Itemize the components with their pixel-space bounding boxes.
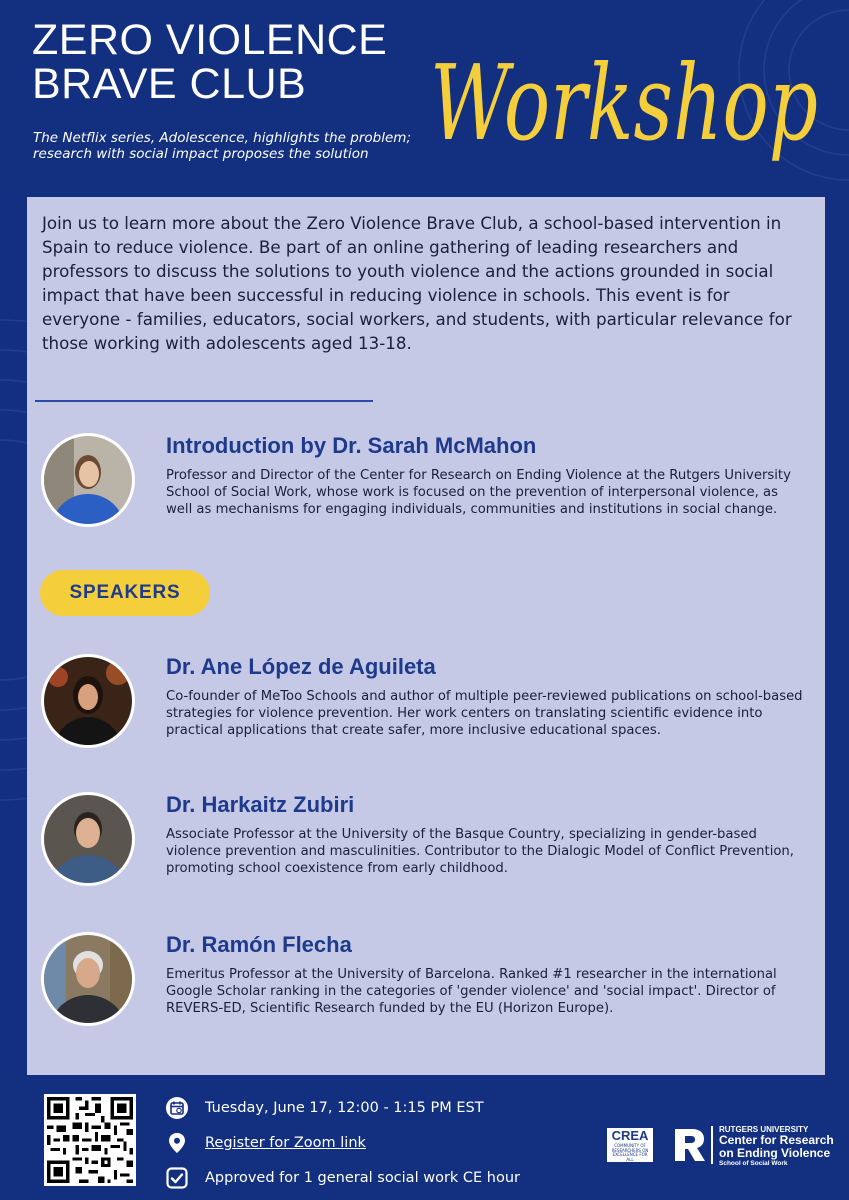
- portrait-photo-icon: [44, 436, 132, 524]
- portrait-photo-icon: [44, 795, 132, 883]
- register-zoom-link[interactable]: Register for Zoom link: [205, 1135, 366, 1151]
- speakers-badge: SPEAKERS: [40, 570, 210, 616]
- crea-name: CREA: [611, 1128, 649, 1143]
- rutgers-logo: [666, 1124, 836, 1168]
- crea-logo: [607, 1128, 653, 1162]
- speaker-name: Dr. Ane López de Aguileta: [166, 654, 436, 679]
- crea-tagline: COMMUNITY OF RESEARCHERS ON EXCELLENCE FOR ALL: [611, 1143, 649, 1162]
- checkbox-icon: [166, 1167, 188, 1189]
- ce-credit-row: [166, 1166, 520, 1190]
- speaker-name: Dr. Harkaitz Zubiri: [166, 792, 355, 817]
- title-line-2: BRAVE CLUB: [32, 60, 307, 108]
- workshop-word: Workshop: [430, 42, 818, 164]
- speaker-bio: Co-founder of MeToo Schools and author of multiple peer-reviewed publications on school-based strategies for violence prevention. Her work centers on translating scientific evidence into practical applications that create safer, more inclusive educational spaces.: [166, 689, 803, 738]
- portrait-photo-icon: [44, 935, 132, 1023]
- event-title: [32, 18, 387, 106]
- title-line-1: ZERO VIOLENCE: [32, 16, 388, 64]
- rutgers-center-name: [719, 1134, 834, 1160]
- rutgers-university-label: RUTGERS UNIVERSITY: [719, 1125, 809, 1134]
- portrait-photo-icon: [44, 657, 132, 745]
- location-pin-icon: [166, 1132, 188, 1154]
- rutgers-r-icon: [672, 1126, 708, 1164]
- rutgers-school-label: School of Social Work: [719, 1160, 788, 1167]
- ce-credit-text: Approved for 1 general social work CE hour: [205, 1170, 521, 1186]
- register-row: [166, 1131, 366, 1155]
- subtitle: The Netflix series, Adolescence, highlights the problem; research with social impact proposes the solution: [33, 130, 411, 162]
- intro-text: Join us to learn more about the Zero Violence Brave Club, a school-based intervention in Spain to reduce violence. Be part of an online gathering of leading researchers and professors to discuss the solutions to youth violence and the actions grounded in social impact that have been successful in reducing violence in schools. This event is for everyone - families, educators, social workers, and students, with particular relevance for those working with adolescents aged 13-18.: [42, 213, 792, 353]
- event-datetime: [166, 1096, 484, 1120]
- qr-code-icon: [44, 1094, 136, 1186]
- calendar-icon: [166, 1097, 188, 1119]
- introduction-bio: Professor and Director of the Center for Research on Ending Violence at the Rutgers University School of Social Work, whose work is focused on the prevention of interpersonal violence, as well as mechanisms for engaging individuals, communities and institutions in social change.: [166, 468, 791, 517]
- qr-code[interactable]: [44, 1094, 136, 1186]
- rutgers-center-line-1: Center for Research: [719, 1133, 834, 1147]
- avatar: [41, 654, 135, 748]
- avatar: [41, 433, 135, 527]
- workshop-script-title: [426, 34, 822, 169]
- rutgers-center-line-2: on Ending Violence: [719, 1146, 831, 1160]
- introduction-name: Introduction by Dr. Sarah McMahon: [166, 433, 537, 458]
- datetime-text: Tuesday, June 17, 12:00 - 1:15 PM EST: [205, 1100, 484, 1116]
- speaker-bio: Emeritus Professor at the University of Barcelona. Ranked #1 researcher in the international Google Scholar ranking in the categories of 'gender violence' and 'social impact'. Director of REVERS-ED, Scientific Research funded by the EU (Horizon Europe).: [166, 967, 777, 1016]
- divider: [35, 400, 373, 402]
- avatar: [41, 792, 135, 886]
- speaker-bio: Associate Professor at the University of the Basque Country, specializing in gender-based violence prevention and masculinities. Contributor to the Dialogic Model of Conflict Prevention, promoting school coexistence from early childhood.: [166, 827, 794, 876]
- avatar: [41, 932, 135, 1026]
- content-panel: [27, 197, 825, 1075]
- logo-divider: [711, 1126, 713, 1164]
- speaker-name: Dr. Ramón Flecha: [166, 932, 352, 957]
